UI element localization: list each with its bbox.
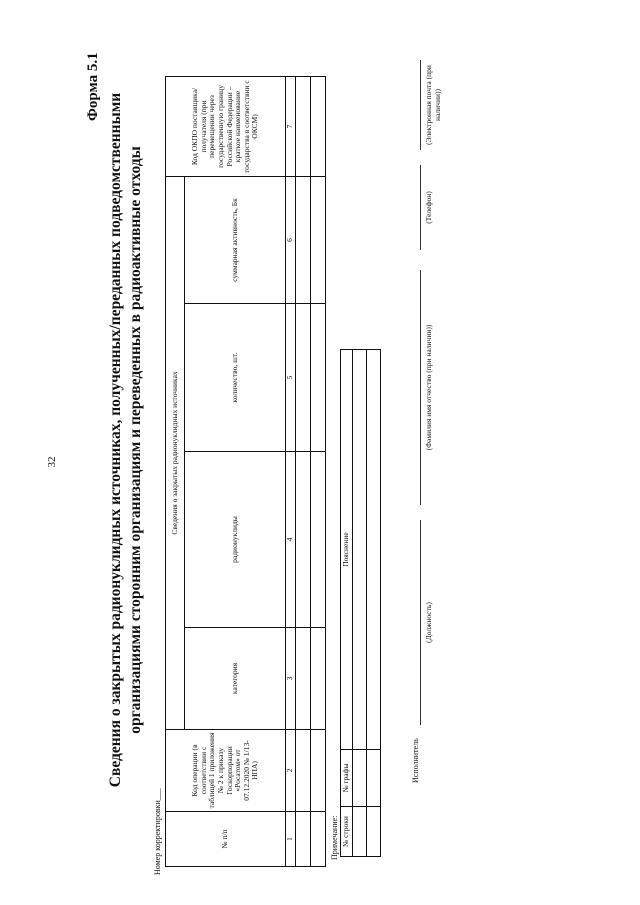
table-cell[interactable] <box>296 730 311 812</box>
notes-cell[interactable] <box>367 750 381 807</box>
column-number: 6 <box>286 176 296 303</box>
header-radionuclides: радионуклиды <box>185 452 286 628</box>
notes-table <box>340 349 381 857</box>
column-number: 7 <box>286 76 296 176</box>
table-cell[interactable] <box>311 812 326 867</box>
email-line[interactable] <box>410 60 421 150</box>
notes-label: Примечание: <box>330 815 339 860</box>
column-number: 1 <box>286 812 296 867</box>
header-total-activity: суммарная активность, Бк <box>185 176 286 303</box>
header-row-number: № п/п <box>166 812 286 867</box>
page-number: 32 <box>46 456 58 468</box>
notes-row <box>367 350 381 857</box>
table-cell[interactable] <box>311 730 326 812</box>
column-number: 2 <box>286 730 296 812</box>
header-quantity: количество, шт. <box>185 304 286 452</box>
column-numbers-row <box>286 76 296 866</box>
sources-table <box>165 76 326 867</box>
notes-header-field-number: № графы <box>341 750 353 807</box>
table-row <box>296 76 311 866</box>
email-caption: (Электронная почта (при наличии)) <box>424 65 442 145</box>
table-cell[interactable] <box>311 304 326 452</box>
document-title-line-2: организациями сторонним организациям и переведенных в радиоактивные отходы <box>127 146 144 734</box>
fio-line[interactable] <box>410 270 421 505</box>
column-number: 3 <box>286 628 296 730</box>
column-number: 4 <box>286 452 296 628</box>
phone-line[interactable] <box>410 165 421 250</box>
notes-header-row-number: № строки <box>341 807 353 857</box>
notes-header-row <box>341 350 353 857</box>
position-line[interactable] <box>410 520 421 725</box>
table-cell[interactable] <box>311 628 326 730</box>
notes-cell[interactable] <box>367 807 381 857</box>
notes-cell[interactable] <box>353 807 367 857</box>
document-title-line-1: Сведения о закрытых радионуклидных источниках, полученных/переданных подведомственными <box>107 92 124 788</box>
executor-label: Исполнитель <box>411 738 420 783</box>
header-category: категория <box>185 628 286 730</box>
phone-caption: (Телефон) <box>424 191 433 224</box>
form-label: Форма 5.1 <box>85 52 101 121</box>
notes-cell[interactable] <box>353 750 367 807</box>
fio-caption: (Фамилия имя отчество (при наличии)) <box>424 324 433 451</box>
table-cell[interactable] <box>296 452 311 628</box>
notes-cell[interactable] <box>367 350 381 750</box>
table-row <box>311 76 326 866</box>
notes-cell[interactable] <box>353 350 367 750</box>
correction-number-label: Номер корректировки___ <box>153 788 162 875</box>
table-cell[interactable] <box>296 76 311 176</box>
table-cell[interactable] <box>296 176 311 303</box>
table-cell[interactable] <box>311 76 326 176</box>
table-header-row-1 <box>166 76 185 866</box>
header-sources-group: Сведения о закрытых радионуклидных источниках <box>166 176 185 729</box>
column-number: 5 <box>286 304 296 452</box>
table-cell[interactable] <box>296 304 311 452</box>
header-okpo-code: Код ОКПО поставщика/получателя (при перемещении через государственную границу Российской Федерации – краткое наименование государства в соответствии с ОКСМ) <box>166 76 286 176</box>
table-cell[interactable] <box>311 452 326 628</box>
table-cell[interactable] <box>311 176 326 303</box>
table-cell[interactable] <box>296 628 311 730</box>
header-operation-code: Код операции (в соответствии с таблицей 1 приложения № 2 к приказу Госкорпорации «Росатом» от 07.12.2020 № 1/13-НПА) <box>166 730 286 812</box>
position-caption: (Должность) <box>424 602 433 643</box>
notes-row <box>353 350 367 857</box>
notes-header-explanation: Пояснение <box>341 350 353 750</box>
table-cell[interactable] <box>296 812 311 867</box>
